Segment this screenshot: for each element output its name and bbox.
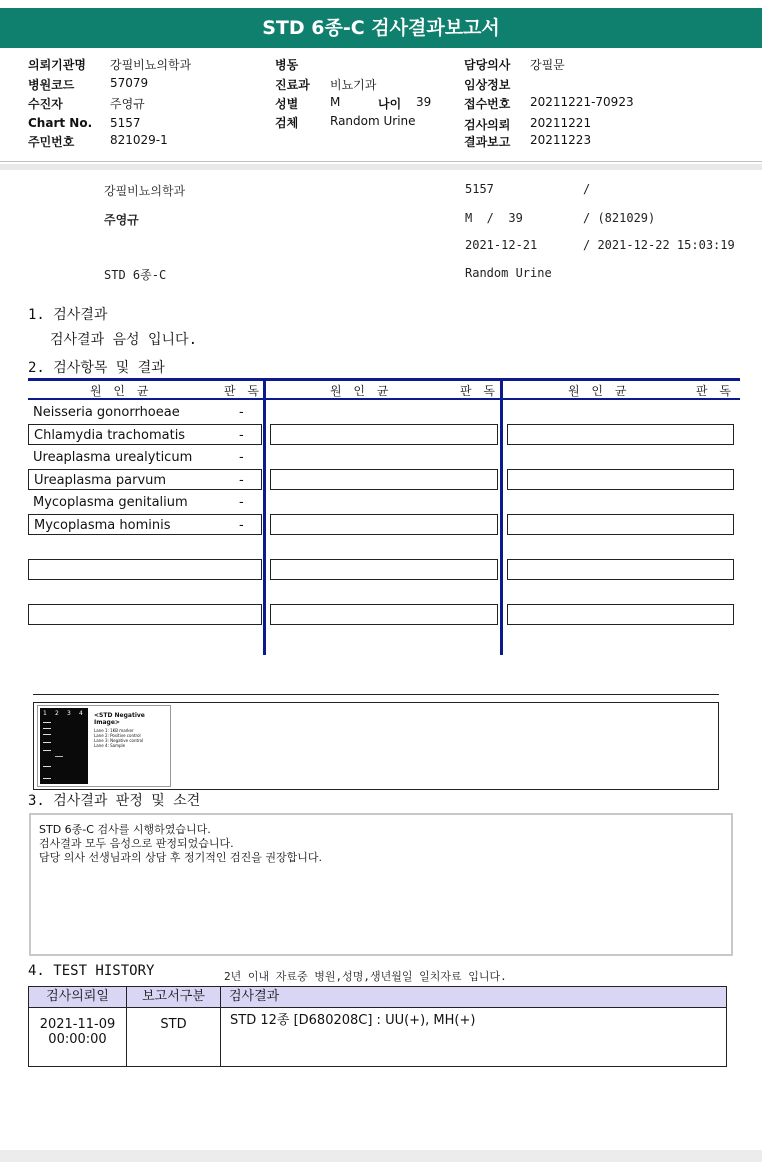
summary-slash: /	[583, 182, 591, 196]
history-time: 00:00:00	[48, 1032, 107, 1047]
col-header-judge: 판 독	[224, 384, 263, 398]
divider-band	[0, 164, 762, 170]
history-header: 검사의뢰일	[28, 986, 127, 1008]
header-label-patient: 수진자	[28, 97, 63, 111]
header-label-clinical-info: 임상정보	[464, 78, 511, 92]
header-label-doctor: 담당의사	[464, 58, 511, 72]
summary-report-datetime: / 2021-12-22 15:03:19	[583, 238, 735, 252]
history-date: 2021-11-09	[39, 1017, 116, 1032]
table-row-name: Neisseria gonorrhoeae	[33, 405, 180, 420]
summary-chart: 5157	[465, 182, 494, 196]
gel-band	[43, 734, 51, 735]
header-label-hospital-code: 병원코드	[28, 78, 75, 92]
table-row	[507, 514, 734, 535]
header-label-specimen: 검체	[275, 116, 299, 130]
header-label-chart: Chart No.	[28, 116, 93, 130]
section1-text: 검사결과 음성 입니다.	[50, 332, 198, 348]
history-table	[28, 986, 727, 1068]
gel-legend	[94, 728, 143, 748]
table-row-result: -	[239, 428, 244, 443]
header-value-dept: 비뇨기과	[330, 78, 377, 92]
gel-legend-item: Lane 3: Negative control	[94, 738, 144, 743]
header-label-age: 나이	[378, 97, 402, 111]
header-label-clinic: 의뢰기관명	[28, 58, 86, 72]
header-value-report-date: 20211223	[530, 133, 592, 147]
col-header-organism: 원 인 균	[330, 384, 393, 398]
table-row-name: Chlamydia trachomatis	[34, 428, 186, 443]
header-value-sex: M	[330, 95, 341, 109]
history-result: STD 12종 [D680208C] : UU(+), MH(+)	[230, 1013, 476, 1028]
header-value-specimen: Random Urine	[330, 114, 416, 128]
table-row-name: Ureaplasma urealyticum	[33, 450, 193, 465]
summary-clinic: 강필비뇨의학과	[104, 184, 186, 198]
summary-sex-age: M / 39	[465, 211, 523, 225]
header-value-resident-no: 821029-1	[110, 133, 168, 147]
table-row-result: -	[239, 495, 244, 510]
section2-title: 2. 검사항목 및 결과	[28, 360, 165, 376]
gel-band	[43, 742, 51, 743]
header-value-clinic: 강필비뇨의학과	[110, 58, 192, 72]
header-label-resident-no: 주민번호	[28, 135, 75, 149]
table-row-name: Ureaplasma parvum	[34, 473, 167, 488]
history-cell-result	[220, 1007, 727, 1067]
col-header-organism: 원 인 균	[90, 384, 153, 398]
header-value-chart: 5157	[110, 116, 141, 130]
gel-band	[43, 778, 51, 779]
history-note: 2년 이내 자료중 병원,성명,생년월일 일치자료 입니다.	[224, 970, 507, 983]
table-row	[28, 559, 262, 580]
summary-id: / (821029)	[583, 211, 656, 225]
gel-image	[37, 705, 171, 787]
table-row-result: -	[239, 518, 244, 533]
opinion-box	[29, 813, 733, 956]
table-row	[270, 424, 498, 445]
history-type: STD	[160, 1017, 187, 1032]
history-cell-date	[28, 1007, 127, 1067]
gel-band	[43, 766, 51, 767]
header-value-age: 39	[416, 95, 432, 109]
opinion-line: 검사결과 모두 음성으로 판정되었습니다.	[39, 837, 234, 850]
summary-name: 주영규	[104, 213, 139, 227]
page-footer-band	[0, 1150, 762, 1162]
summary-request-date: 2021-12-21	[465, 238, 538, 252]
header-value-doctor: 강필문	[530, 58, 565, 72]
divider	[0, 161, 762, 162]
gel-legend-item: Lane 2: Positive control	[94, 733, 141, 738]
header-value-patient: 주영규	[110, 97, 145, 111]
header-label-request-date: 검사의뢰	[464, 118, 511, 132]
table-row	[507, 424, 734, 445]
table-row	[270, 604, 498, 625]
gel-band	[43, 750, 51, 751]
gel-legend-item: Lane 1: 1KB marker	[94, 728, 134, 733]
opinion-line: 담당 의사 선생님과의 상담 후 정기적인 검진을 권장합니다.	[39, 851, 322, 864]
summary-specimen: Random Urine	[465, 266, 552, 280]
table-row	[28, 604, 262, 625]
col-header-judge: 판 독	[696, 384, 735, 398]
header-label-sex: 성별	[275, 97, 299, 111]
gel-legend-item: Lane 4: Sample	[94, 743, 126, 748]
opinion-line: STD 6종-C 검사를 시행하였습니다.	[39, 823, 211, 836]
summary-test: STD 6종-C	[104, 268, 167, 282]
gel-lanes-panel	[40, 708, 88, 784]
header-value-receipt-no: 20211221-70923	[530, 95, 634, 109]
gel-band	[43, 728, 51, 729]
table-row-name: Mycoplasma genitalium	[33, 495, 188, 510]
header-label-dept: 진료과	[275, 78, 310, 92]
gel-caption: <STD Negative Image>	[94, 712, 145, 726]
col-header-organism: 원 인 균	[568, 384, 631, 398]
column-divider	[263, 378, 266, 655]
table-row	[507, 604, 734, 625]
table-row	[507, 559, 734, 580]
col-header-judge: 판 독	[460, 384, 499, 398]
table-row-result: -	[239, 473, 244, 488]
history-header: 보고서구분	[126, 986, 221, 1008]
history-header: 검사결과	[220, 986, 727, 1008]
section4-title: 4. TEST HISTORY	[28, 963, 155, 979]
header-label-report-date: 결과보고	[464, 135, 511, 149]
lane-label: 1	[43, 710, 47, 717]
results-table	[28, 378, 740, 656]
table-row	[270, 469, 498, 490]
section1-title: 1. 검사결과	[28, 307, 108, 323]
lane-label: 3	[67, 710, 71, 717]
gel-band	[43, 722, 51, 723]
header-label-receipt-no: 접수번호	[464, 97, 511, 111]
header-label-ward: 병동	[275, 58, 299, 72]
table-row	[507, 469, 734, 490]
divider	[33, 694, 719, 695]
table-row	[270, 514, 498, 535]
gel-band	[55, 756, 63, 757]
section3-title: 3. 검사결과 판정 및 소견	[28, 793, 201, 809]
divider	[28, 1066, 221, 1067]
header-info	[0, 56, 762, 156]
header-value-hospital-code: 57079	[110, 76, 149, 90]
report-title: STD 6종-C 검사결과보고서	[0, 8, 762, 48]
lane-label: 4	[79, 710, 83, 717]
lane-label: 2	[55, 710, 59, 717]
table-row-result: -	[239, 450, 244, 465]
table-row-result: -	[239, 405, 244, 420]
history-cell-type	[126, 1007, 221, 1067]
table-row	[270, 559, 498, 580]
table-row-name: Mycoplasma hominis	[34, 518, 171, 533]
header-value-request-date: 20211221	[530, 116, 592, 130]
column-divider	[500, 378, 503, 655]
